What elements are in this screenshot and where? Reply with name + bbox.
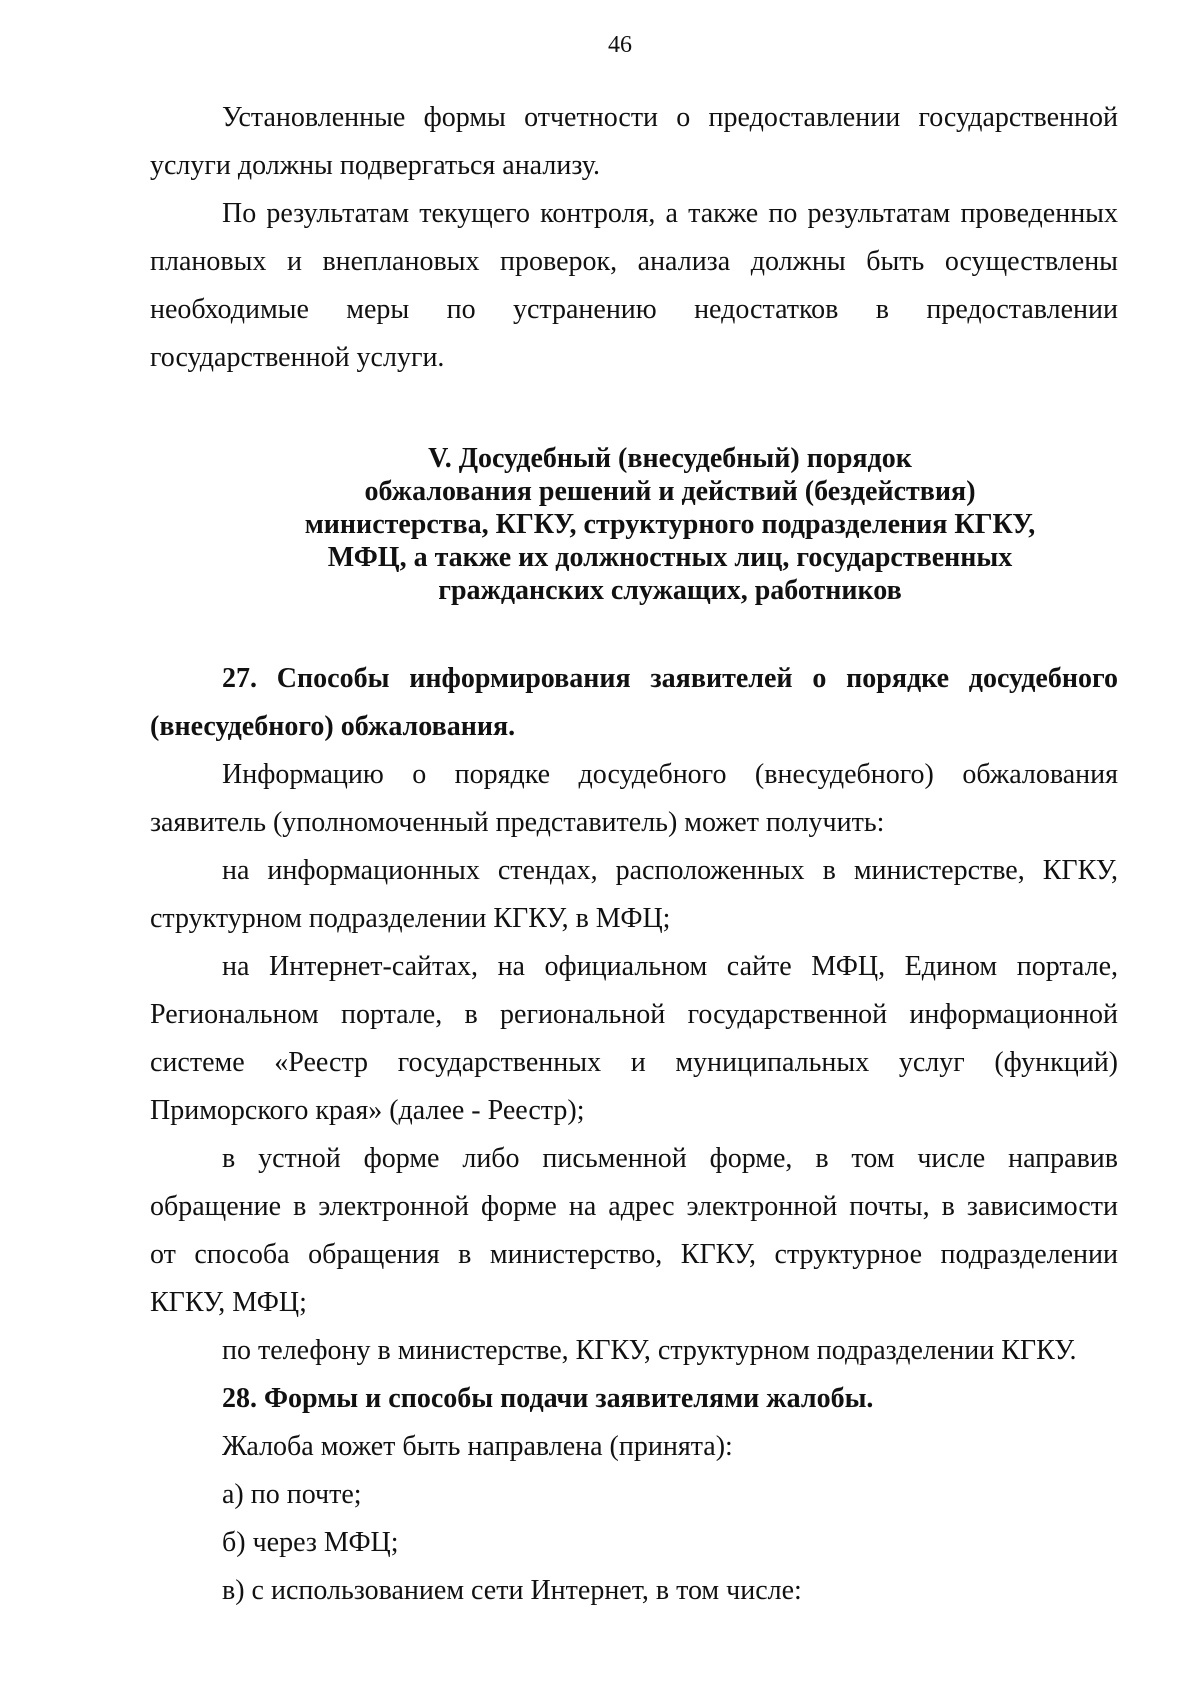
text-line: услуги должны подвергаться анализу. <box>150 150 600 181</box>
text-line: По результатам текущего контроля, а также по результатам проведенных <box>222 198 1118 229</box>
text-line: необходимые меры по устранению недостатков в предоставлении <box>150 294 1118 325</box>
text-line: от способа обращения в министерство, КГКУ, структурное подразделении <box>150 1239 1118 1270</box>
paragraph-websites <box>150 943 1118 1135</box>
heading-line: гражданских служащих, работников <box>438 575 902 606</box>
text-line: (внесудебного) обжалования. <box>150 711 516 742</box>
text-line: структурном подразделении КГКУ, в МФЦ; <box>150 903 671 934</box>
text-line: на Интернет-сайтах, на официальном сайте МФЦ, Едином портале, <box>222 951 1118 982</box>
paragraph-control-results <box>150 190 1118 382</box>
paragraph-appeal-info <box>150 751 1118 847</box>
heading-line: V. Досудебный (внесудебный) порядок <box>428 443 912 474</box>
text-line: системе «Реестр государственных и муниципальных услуг (функций) <box>150 1047 1118 1078</box>
section-heading <box>222 442 1118 607</box>
heading-line: МФЦ, а также их должностных лиц, государственных <box>327 542 1013 573</box>
text-line: государственной услуги. <box>150 342 445 373</box>
text-line: заявитель (уполномоченный представитель) может получить: <box>150 807 885 838</box>
item-28-title: 28. Формы и способы подачи заявителями жалобы. <box>222 1383 874 1414</box>
heading-line: министерства, КГКУ, структурного подразделения КГКУ, <box>304 509 1036 540</box>
text-line: Приморского края» (далее - Реестр); <box>150 1095 585 1126</box>
item-27-title <box>150 655 1118 751</box>
text-line: 27. Способы информирования заявителей о порядке досудебного <box>222 663 1118 694</box>
text-line: плановых и внеплановых проверок, анализа должны быть осуществлены <box>150 246 1118 277</box>
text-line: обращение в электронной форме на адрес электронной почты, в зависимости <box>150 1191 1118 1222</box>
paragraph-complaint-intro: Жалоба может быть направлена (принята): <box>222 1431 733 1462</box>
text-line: в устной форме либо письменной форме, в том числе направив <box>222 1143 1118 1174</box>
text-line: на информационных стендах, расположенных в министерстве, КГКУ, <box>222 855 1118 886</box>
list-item-by-mail: а) по почте; <box>222 1479 362 1510</box>
text-line: КГКУ, МФЦ; <box>150 1287 307 1318</box>
text-line: Региональном портале, в региональной государственной информационной <box>150 999 1118 1030</box>
paragraph-oral-written <box>150 1135 1118 1327</box>
document-body <box>150 94 1118 1615</box>
text-line: Информацию о порядке досудебного (внесудебного) обжалования <box>222 759 1118 790</box>
text-line: Установленные формы отчетности о предоставлении государственной <box>222 102 1118 133</box>
list-item-via-mfc: б) через МФЦ; <box>222 1527 399 1558</box>
heading-line: обжалования решений и действий (бездействия) <box>364 476 976 507</box>
page-number: 46 <box>608 32 632 58</box>
paragraph-phone: по телефону в министерстве, КГКУ, структурном подразделении КГКУ. <box>222 1335 1077 1366</box>
paragraph-reporting-forms <box>150 94 1118 190</box>
list-item-via-internet: в) с использованием сети Интернет, в том числе: <box>222 1575 802 1606</box>
paragraph-info-stands <box>150 847 1118 943</box>
